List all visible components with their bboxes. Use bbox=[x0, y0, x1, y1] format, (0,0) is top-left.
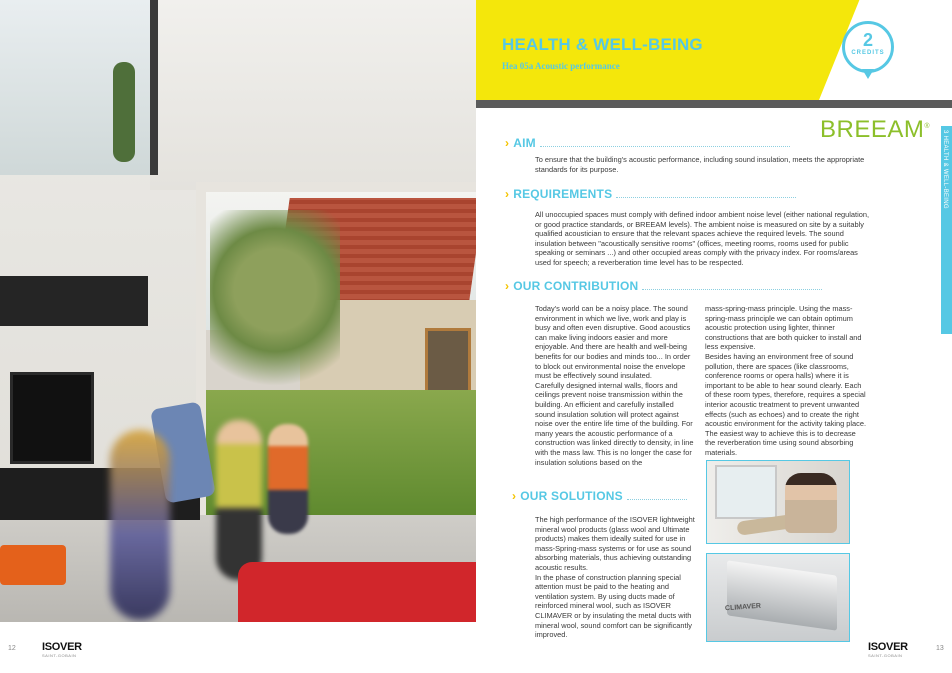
chevron-right-icon: › bbox=[505, 279, 510, 293]
solutions-paragraph: The high performance of the ISOVER lightweight mineral wool products (glass wool and Ultimate products) makes them ideally suited for use in mass-Spring-mass systems or for use as sound absorbing materials, thus achieving outstanding acoustic results. bbox=[535, 515, 695, 572]
map-pin-icon bbox=[862, 69, 874, 79]
dotted-rule bbox=[642, 283, 822, 290]
solutions-paragraph: In the phase of construction planning special attention must be paid to the heating and ventilation system. By using ducts made of reinforced mineral wool, such as ISOVER CLIMAVER or by insulating the metal ducts with mineral wool, sound comfort can be significantly improved. bbox=[535, 572, 692, 640]
photo-upper-wall bbox=[150, 0, 476, 190]
logo-subtext: SAINT-GOBAIN bbox=[42, 653, 77, 658]
contribution-paragraph: mass-spring-mass principle. Using the mass-spring-mass principle we can obtain optimum acoustic protection using lighter, thinner constructions that are both quicker to install and less expensive. bbox=[705, 304, 862, 352]
isover-logo: ISOVER bbox=[42, 641, 82, 653]
chevron-right-icon: › bbox=[505, 187, 510, 201]
credits-number: 2 bbox=[862, 30, 873, 50]
header-divider-bar bbox=[476, 100, 952, 108]
section-heading-requirements bbox=[505, 187, 796, 201]
section-title: AIM bbox=[513, 136, 536, 150]
photo-window bbox=[715, 465, 777, 519]
photo-tv bbox=[10, 372, 94, 464]
photo-child bbox=[110, 430, 170, 620]
woman-relaxing-photo bbox=[706, 460, 850, 544]
credits-badge bbox=[842, 21, 894, 73]
contribution-paragraph: Besides having an environment free of sound pollution, there are spaces (like classrooms, conference rooms or opera halls) where it is important to be able to hear sound clearly. Each of these room types, therefore, requires a special interior acoustic treatment to prevent unwanted effects (such as echoes) and to create the right acoustic environment for the activity taking place. The easiest way to achieve this is to decrease the reverberation time using sound absorbing materials. bbox=[705, 351, 867, 457]
left-footer-logo bbox=[42, 641, 82, 658]
section-title: REQUIREMENTS bbox=[513, 187, 613, 201]
logo-subtext: SAINT-GOBAIN bbox=[868, 653, 903, 658]
registered-mark: ® bbox=[924, 123, 931, 130]
right-page-number: 13 bbox=[936, 645, 944, 652]
chevron-right-icon: › bbox=[512, 489, 517, 503]
breeam-logo bbox=[820, 116, 930, 144]
side-chapter-label: 3 HEALTH & WELL-BEING bbox=[942, 130, 948, 209]
photo-toy-truck bbox=[0, 545, 66, 585]
aim-text bbox=[535, 155, 865, 174]
chevron-right-icon: › bbox=[505, 136, 510, 150]
left-page-number: 12 bbox=[8, 645, 16, 652]
dotted-rule bbox=[540, 140, 790, 147]
section-heading-solutions bbox=[512, 489, 687, 503]
section-heading-contribution bbox=[505, 279, 822, 293]
photo-red-sofa bbox=[238, 562, 476, 622]
dotted-rule bbox=[616, 191, 796, 198]
solutions-text bbox=[535, 515, 695, 640]
side-chapter-tab bbox=[941, 126, 952, 334]
photo-window-frame-top bbox=[196, 182, 476, 192]
contribution-column-1 bbox=[535, 304, 695, 467]
breeam-wordmark: BREEAM bbox=[820, 116, 925, 143]
isover-logo: ISOVER bbox=[868, 641, 908, 653]
requirements-paragraph: All unoccupied spaces must comply with defined indoor ambient noise level (either national regulation, or good practice standards, or BREEAM levels). The ambient noise is measured on site by a suitably qualified acoustician to ensure that the relevant spaces achieve the required levels. The sound insulation between "acoustically sensitive rooms" (offices, meeting rooms, rooms used for public speaking or seminars ...) and other occupied areas comply with the privacy index. For rooms/areas used for speech; a reverberation time level has to be respected. bbox=[535, 210, 870, 267]
contribution-paragraph: Today's world can be a noisy place. The sound environment in which we live, work and play is busy and often even disruptive. Good acoustics can make living indoors easier and more enjoyable. And there are health and well-being benefits for our bodies and minds too... In order to block out environmental noise the envelope must be effectively sound insulated. bbox=[535, 304, 691, 381]
right-footer-logo bbox=[868, 641, 908, 658]
credits-label: CREDITS bbox=[851, 50, 885, 56]
contribution-column-2 bbox=[705, 304, 867, 458]
photo-cactus bbox=[113, 62, 135, 162]
photo-child bbox=[268, 424, 308, 534]
climaver-duct-photo bbox=[706, 553, 850, 642]
interior-photo bbox=[0, 0, 476, 622]
photo-child bbox=[216, 420, 262, 580]
photo-wall-niche bbox=[0, 276, 148, 326]
page-title: HEALTH & WELL-BEING bbox=[502, 35, 703, 54]
climaver-label: CLIMAVER bbox=[724, 602, 762, 613]
photo-tree bbox=[210, 210, 340, 410]
photo-air-duct bbox=[724, 560, 837, 630]
page-subtitle: Hea 05a Acoustic performance bbox=[502, 61, 620, 71]
section-title: OUR CONTRIBUTION bbox=[513, 279, 639, 293]
contribution-paragraph: Carefully designed internal walls, floors and ceilings prevent noise transmission within the building. An efficient and carefully installed sound insulation solution will protect against noise over the entire life time of the building. For many years the acoustic performance of a construction was linked directly to density, in line with the mass law. This is no longer the case for insulation solutions based on the bbox=[535, 380, 694, 467]
photo-door bbox=[425, 328, 471, 396]
requirements-text bbox=[535, 210, 871, 268]
section-title: OUR SOLUTIONS bbox=[520, 489, 623, 503]
photo-woman-with-headphones bbox=[785, 473, 837, 533]
aim-paragraph: To ensure that the building's acoustic performance, including sound insulation, meets the appropriate standards for its purpose. bbox=[535, 155, 865, 174]
dotted-rule bbox=[627, 493, 687, 500]
section-heading-aim bbox=[505, 136, 790, 150]
